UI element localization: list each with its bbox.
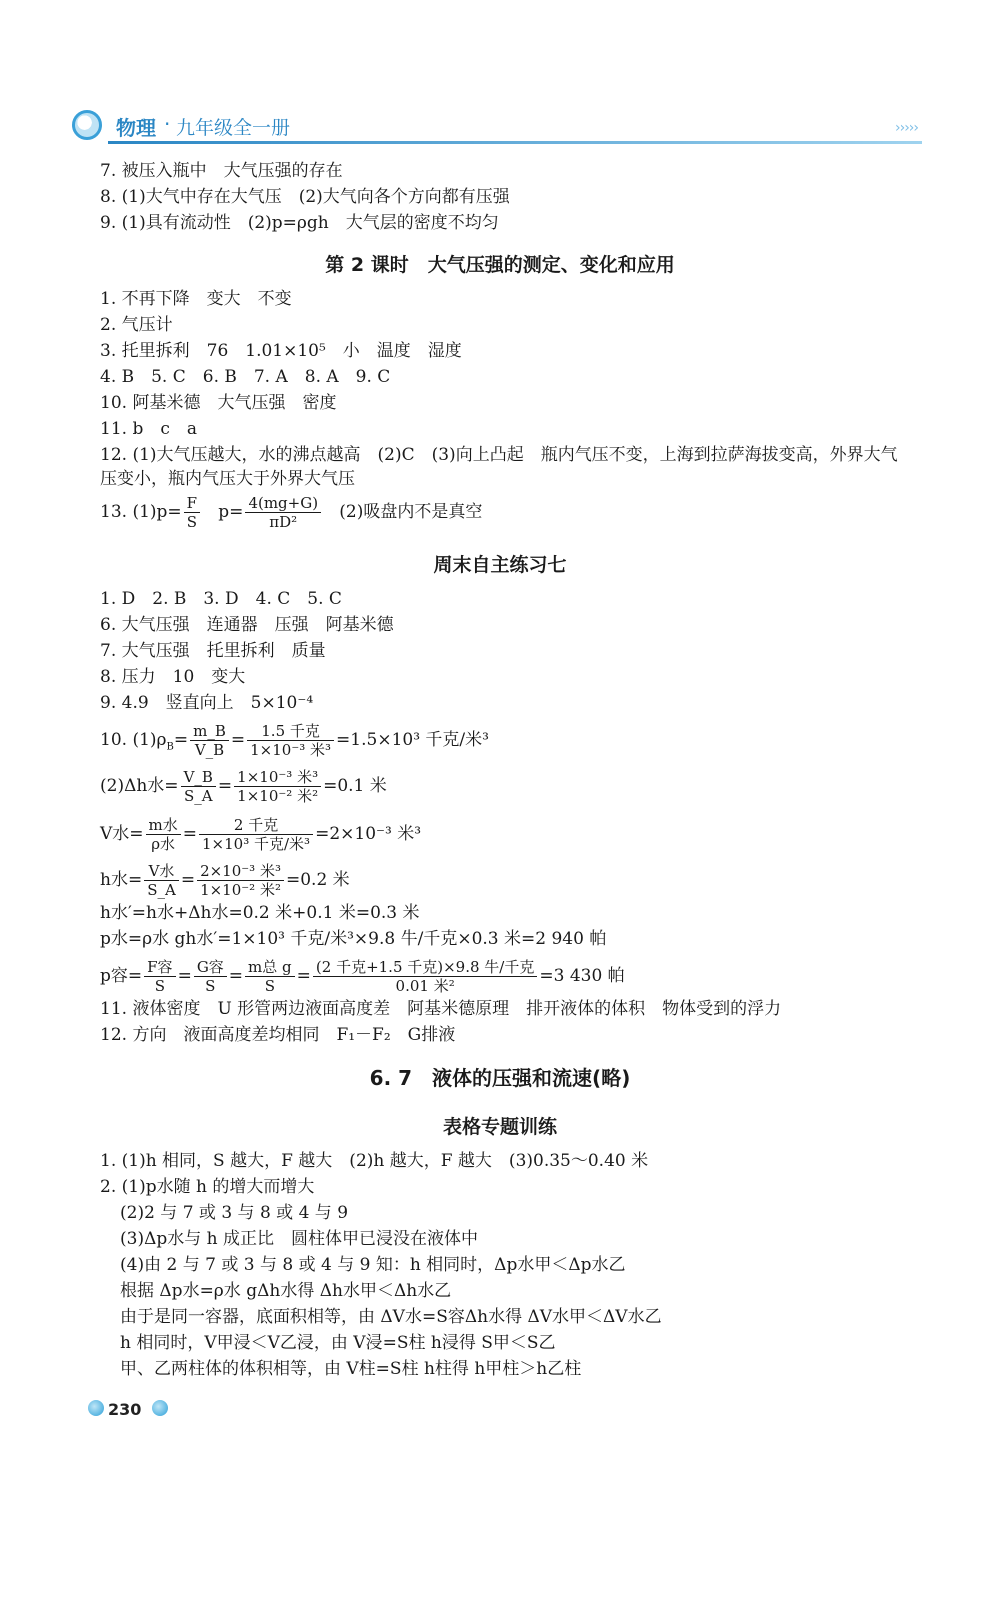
formula-subscript: B [166,741,174,753]
answer-line: 9. 4.9 竖直向上 5×10⁻⁴ [100,693,314,713]
answer-line: 根据 Δp水=ρ水 gΔh水得 Δh水甲＜Δh水乙 [120,1281,452,1301]
fraction-numerator: 1.5 千克 [247,722,334,741]
formula-text: =2×10⁻³ 米³ [315,824,422,844]
fraction-denominator: 1×10⁻² 米² [237,787,319,805]
fraction [144,862,179,899]
page-ornament-left-icon [88,1400,104,1416]
answer-line: 4. B 5. C 6. B 7. A 8. A 9. C [100,367,391,387]
section-heading: 6. 7 液体的压强和流速(略) [369,1066,631,1090]
fraction-denominator: πD² [269,513,298,531]
fraction-denominator: 1×10⁻³ 米³ [250,741,332,759]
answer-line: 11. 液体密度 U 形管两边液面高度差 阿基米德原理 排开液体的体积 物体受到的浮力 [100,999,782,1019]
formula-text: = [173,730,189,750]
header-separator: · [164,112,171,136]
fraction-numerator: m水 [146,816,181,835]
formula-text: =0.2 米 [285,870,350,890]
section-heading: 第 2 课时 大气压强的测定、变化和应用 [325,254,675,276]
formula-text: V水= [100,824,144,844]
answer-line-formula: h水= $\frac{\text{V水}}{S\_A}$ = $\frac{\text{2×10⁻³ 米³}}{\text{1×10⁻² 米²}}$ =0.2 米 [100,862,350,899]
answer-line-formula: V水= $\frac{\text{m水}}{\text{ρ水}}$ = $\frac{\text{2 千克}}{\text{1×10³ 千克/米³}}$ =2×10⁻³ 米³ [100,816,422,853]
formula-text: p容= [100,966,143,986]
fraction-denominator: S [264,977,275,995]
formula-text: 10. (1)ρ [100,730,167,750]
fraction [144,958,175,995]
formula-text: (2)Δh水= [100,776,179,796]
answer-line: 1. 不再下降 变大 不变 [100,289,292,309]
formula-text: =3 430 帕 [539,966,625,986]
fraction-denominator: S [205,977,216,995]
fraction [313,958,537,995]
answer-line: 12. 方向 液面高度差均相同 F₁－F₂ G排液 [100,1025,456,1045]
fraction-numerator: 2×10⁻³ 米³ [197,862,284,881]
fraction-numerator: (2 千克+1.5 千克)×9.8 牛/千克 [313,958,537,977]
answer-line: 2. (1)p水随 h 的增大而增大 [100,1177,315,1197]
header-rule [108,141,922,144]
answer-line: 压变小，瓶内气压大于外界大气压 [100,469,355,489]
fraction-numerator: 2 千克 [199,816,313,835]
answer-line: 7. 被压入瓶中 大气压强的存在 [100,161,343,181]
answer-line: 9. (1)具有流动性 (2)p=ρgh 大气层的密度不均匀 [100,213,499,233]
formula-text: =0.1 米 [323,776,387,796]
fraction-numerator: m总 g [245,958,295,977]
fraction [247,722,334,759]
fraction-numerator: V_B [181,768,216,787]
answer-line: p水=ρ水 gh水′=1×10³ 千克/米³×9.8 牛/千克×0.3 米=2 940 帕 [100,929,607,949]
page-ornament-right-icon [152,1400,168,1416]
answer-line: 甲、乙两柱体的体积相等，由 V柱=S柱 h柱得 h甲柱＞h乙柱 [120,1359,582,1379]
answer-line: 12. (1)大气压越大，水的沸点越高 (2)C (3)向上凸起 瓶内气压不变，上海到拉萨海拔变高，外界大气 [100,445,898,465]
answer-line: h水′=h水+Δh水=0.2 米+0.1 米=0.3 米 [100,903,420,923]
fraction-numerator: 4(mg+G) [245,494,321,513]
fraction-denominator: S_A [147,881,176,899]
header-arrows-icon: ››››› [895,120,918,136]
fraction-numerator: F容 [144,958,175,977]
fraction [181,768,216,805]
formula-text: =1.5×10³ 千克/米³ [336,730,489,750]
answer-line: 3. 托里拆利 76 1.01×10⁵ 小 温度 湿度 [100,341,462,361]
fraction-denominator: 1×10⁻² 米² [200,881,281,899]
fraction-denominator: 1×10³ 千克/米³ [202,835,311,853]
answer-line: 6. 大气压强 连通器 压强 阿基米德 [100,615,394,635]
book-logo-icon [72,110,102,140]
fraction-denominator: S_A [183,787,213,805]
formula-text: p= [218,502,244,522]
answer-line: h 相同时，V甲浸＜V乙浸，由 V浸=S柱 h浸得 S甲＜S乙 [120,1333,556,1353]
answer-line: 8. 压力 10 变大 [100,667,246,687]
fraction [194,958,227,995]
answer-line-formula [100,494,482,531]
answer-line: 2. 气压计 [100,315,173,335]
fraction-numerator: F [184,494,200,513]
fraction-denominator: 0.01 米² [395,977,455,995]
subject-label: 物理 [116,116,156,140]
section-heading: 周末自主练习七 [433,554,567,576]
fraction [190,722,229,759]
answer-line: (4)由 2 与 7 或 3 与 8 或 4 与 9 知：h 相同时，Δp水甲＜Δp水乙 [120,1255,626,1275]
answer-line: 1. D 2. B 3. D 4. C 5. C [100,589,342,609]
fraction-denominator: S [186,513,197,531]
answer-line-formula: 10. $(1)\rho_B=$ $\frac{m\_B}{V\_B}$ = $\frac{\text{1.5 千克}}{\text{1×10⁻³ 米³}}$ =1.5×10³ 千克/米³ [100,722,489,759]
fraction-denominator: ρ水 [151,835,176,853]
fraction-denominator: S [154,977,165,995]
answer-line: 11. b c a [100,419,197,439]
formula-text: (2)吸盘内不是真空 [339,502,483,522]
fraction-numerator: G容 [194,958,227,977]
page-number: 230 [108,1400,142,1419]
answer-line: 1. (1)h 相同，S 越大，F 越大 (2)h 越大，F 越大 (3)0.35～0.40 米 [100,1151,649,1171]
fraction-numerator: m_B [190,722,229,741]
fraction-numerator: V水 [144,862,179,881]
answer-line: 由于是同一容器，底面积相等，由 ΔV水=S容Δh水得 ΔV水甲＜ΔV水乙 [120,1307,662,1327]
fraction [245,958,295,995]
page-header [72,108,922,144]
fraction-denominator: V_B [194,741,225,759]
answer-line-formula: (2)Δh水= $\frac{V\_B}{S\_A}$ = $\frac{\text{1×10⁻³ 米³}}{\text{1×10⁻² 米²}}$ =0.1 米 [100,768,387,805]
answer-line-formula: p容= $\frac{\text{F容}}{S}$ = $\frac{\text{G容}}{S}$ = $\frac{\text{m总 g}}{S}$ = $\frac{\text{(2 千克+1.5 千克)×9.8 牛/千克}}{\text{0.01 米²}}$ =3 430 帕 [100,958,625,995]
answer-line: 8. (1)大气中存在大气压 (2)大气向各个方向都有压强 [100,187,510,207]
fraction [199,816,313,853]
formula-text: h水= [100,870,143,890]
fraction [184,494,200,531]
fraction [146,816,181,853]
fraction [245,494,321,531]
fraction-numerator: 1×10⁻³ 米³ [234,768,321,787]
grade-label: 九年级全一册 [176,117,291,139]
formula-text: 13. (1)p= [100,502,182,522]
fraction [234,768,321,805]
answer-line: (3)Δp水与 h 成正比 圆柱体甲已浸没在液体中 [120,1229,478,1249]
section-heading: 表格专题训练 [442,1116,557,1138]
answer-line: 7. 大气压强 托里拆利 质量 [100,641,326,661]
answer-line: (2)2 与 7 或 3 与 8 或 4 与 9 [120,1203,349,1223]
fraction [197,862,284,899]
answer-line: 10. 阿基米德 大气压强 密度 [100,393,337,413]
